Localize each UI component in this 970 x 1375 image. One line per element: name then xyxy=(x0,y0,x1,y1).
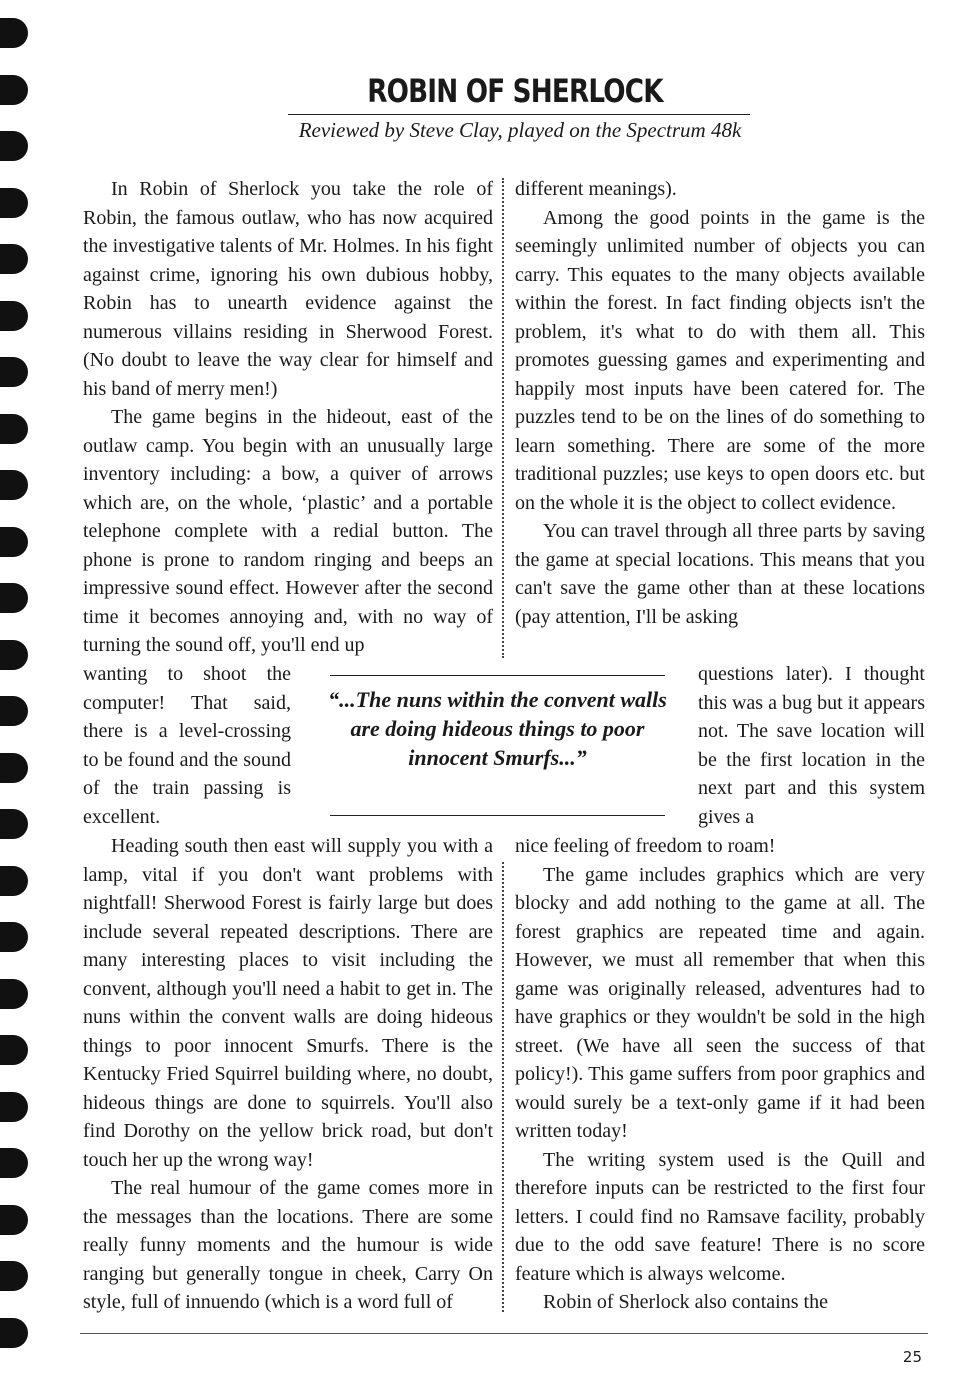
paragraph: Among the good points in the game is the seemingly unlimited number of objects you can carry. This equates to the many objects available within the forest. In fact finding objects isn't the problem, it's what to do with them all. This promotes guessing games and experimenting and happily most inputs have been catered for. The puzzles tend to be on the lines of do something to learn something. There are some of the more traditional puzzles; use keys to open doors etc. but on the whole it is the object to collect evidence. xyxy=(515,206,925,514)
binding-hole xyxy=(0,1092,28,1122)
text-wrap-right: questions later). I thought this was a bug but it appears not. The save location will be the first location in the next part and this system gives a xyxy=(698,663,925,828)
spiral-binding xyxy=(0,0,40,1375)
binding-hole xyxy=(0,188,28,218)
binding-hole xyxy=(0,527,28,557)
column-right-lower xyxy=(515,832,925,1317)
binding-hole xyxy=(0,753,28,783)
paragraph: different meanings). xyxy=(515,178,677,200)
pull-quote-rule-top xyxy=(330,675,665,676)
article-byline: Reviewed by Steve Clay, played on the Spectrum 48k xyxy=(298,118,742,142)
binding-hole xyxy=(0,357,28,387)
binding-hole xyxy=(0,470,28,500)
paragraph: In Robin of Sherlock you take the role of Robin, the famous outlaw, who has now acquired the investigative talents of Mr. Holmes. In his fight against crime, ignoring his own dubious hobby, Robin has to unearth evidence against the numerous villains residing in Sherwood Forest. (No doubt to leave the way clear for himself and his band of merry men!) xyxy=(83,178,493,400)
binding-hole xyxy=(0,1205,28,1235)
binding-hole xyxy=(0,866,28,896)
paragraph: The real humour of the game comes more in the messages than the locations. There are some really funny moments and the humour is wide ranging but generally tongue in cheek, Carry On style, full of innuendo (which is a word full of xyxy=(83,1177,493,1313)
column-left-upper xyxy=(83,175,493,660)
column-divider-upper xyxy=(502,178,504,658)
column-divider-lower xyxy=(502,862,504,1312)
paragraph: The writing system used is the Quill and therefore inputs can be restricted to the first four letters. I could find no Ramsave facility, probably due to the odd save feature! There is no score feature which is always welcome. xyxy=(515,1148,925,1285)
binding-hole xyxy=(0,18,28,48)
binding-hole xyxy=(0,979,28,1009)
binding-hole xyxy=(0,640,28,670)
paragraph: Heading south then east will supply you with a lamp, vital if you don't want problems with nightfall! Sherwood Forest is fairly large but does include several repeated descriptions. There are many interesting places to visit including the convent, although you'll need a habit to get in. The nuns within the convent walls are doing hideous things to poor innocent Smurfs. There is the Kentucky Fried Squirrel building where, no doubt, hideous things are done to squirrels. You'll also find Dorothy on the yellow brick road, but don't touch her up the wrong way! xyxy=(83,835,493,1171)
paragraph: The game includes graphics which are very blocky and add nothing to the game at all. The forest graphics are repeated time and again. However, we must all remember that when this game was originally released, adventures had to have graphics or they wouldn't be sold in the high street. (We have all seen the success of that policy!). This game suffers from poor graphics and would surely be a text-only game if it had been written today! xyxy=(515,863,925,1142)
footer-rule xyxy=(80,1333,928,1334)
pull-quote-rule-bottom xyxy=(330,815,665,816)
binding-hole xyxy=(0,1148,28,1178)
text-wrap-left: wanting to shoot the computer! That said, there is a level-crossing to be found and the sound of the train passing is excellent. xyxy=(83,663,291,828)
binding-hole xyxy=(0,583,28,613)
paragraph: The game begins in the hideout, east of the outlaw camp. You begin with an unusually large inventory including: a bow, a quiver of arrows which are, on the whole, ‘plastic’ and a portable telephone complete with a redial button. The phone is prone to random ringing and beeps an impressive sound effect. However after the second time it becomes annoying and, with no way of turning the sound off, you'll end up xyxy=(83,406,493,656)
page-number: 25 xyxy=(902,1348,922,1366)
binding-hole xyxy=(0,1035,28,1065)
column-right-upper xyxy=(515,175,925,631)
binding-hole xyxy=(0,414,28,444)
paragraph: nice feeling of freedom to roam! xyxy=(515,835,776,857)
binding-hole xyxy=(0,1318,28,1348)
paragraph: You can travel through all three parts by saving the game at special locations. This means that you can't save the game other than at these locations (pay attention, I'll be asking xyxy=(515,520,925,628)
pull-quote: “...The nuns within the convent walls are doing hideous things to poor innocent Smurfs...” xyxy=(328,687,667,770)
binding-hole xyxy=(0,131,28,161)
paragraph: Robin of Sherlock also contains the xyxy=(543,1291,828,1313)
binding-hole xyxy=(0,1261,28,1291)
binding-hole xyxy=(0,301,28,331)
binding-hole xyxy=(0,809,28,839)
binding-hole xyxy=(0,244,28,274)
binding-hole xyxy=(0,75,28,105)
article-title: ROBIN OF SHERLOCK xyxy=(367,72,663,110)
binding-hole xyxy=(0,696,28,726)
title-rule xyxy=(288,114,750,115)
column-left-lower xyxy=(83,832,493,1317)
binding-hole xyxy=(0,922,28,952)
